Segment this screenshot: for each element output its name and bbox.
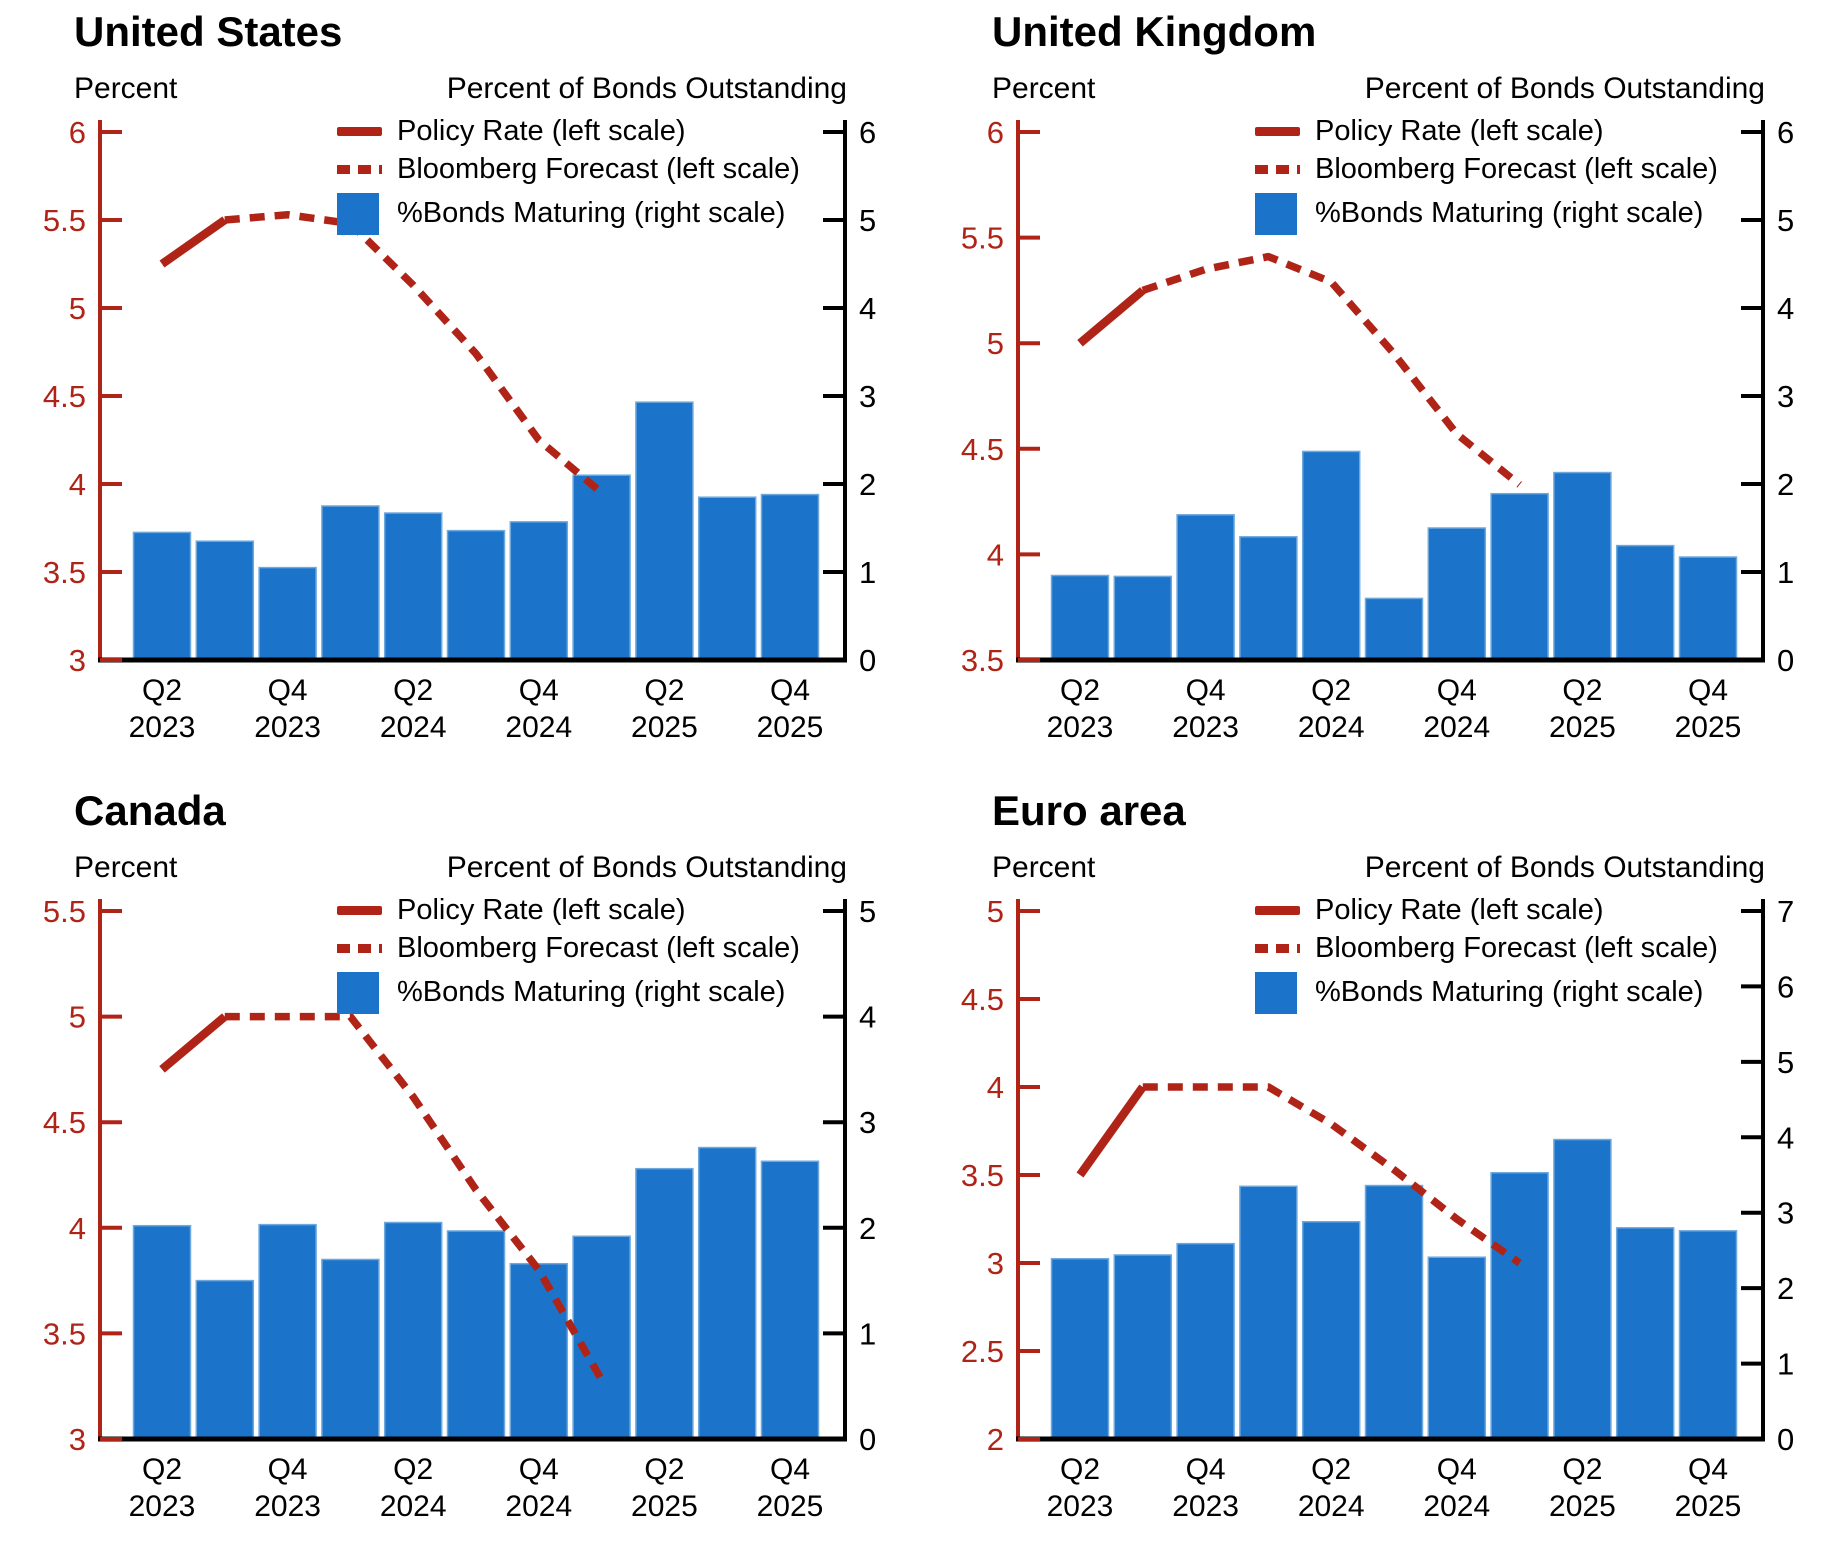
legend	[1255, 114, 1718, 240]
svg-text:3: 3	[859, 379, 877, 414]
svg-text:6: 6	[986, 115, 1004, 150]
svg-text:5: 5	[1777, 1044, 1795, 1080]
legend-label: %Bonds Maturing (right scale)	[1315, 197, 1704, 229]
svg-text:0: 0	[859, 1422, 877, 1457]
svg-text:5.5: 5.5	[42, 894, 86, 929]
svg-text:Q42024: Q4 2024	[1423, 1453, 1491, 1523]
policy-line-swatch	[337, 906, 384, 915]
svg-text:2: 2	[986, 1422, 1004, 1457]
bonds-bar-swatch	[1255, 193, 1302, 235]
legend-item-forecast	[337, 931, 800, 966]
svg-text:2: 2	[1777, 1271, 1795, 1307]
svg-text:4: 4	[1777, 1120, 1795, 1156]
chart-title: United Kingdom	[992, 8, 1317, 55]
right-axis-title: Percent of Bonds Outstanding	[446, 851, 847, 884]
svg-text:4: 4	[68, 1210, 86, 1246]
legend-label: %Bonds Maturing (right scale)	[397, 197, 786, 229]
svg-text:2: 2	[859, 467, 877, 502]
svg-text:Q42025: Q4 2025	[756, 1453, 824, 1523]
policy-line-swatch	[1255, 906, 1302, 915]
svg-text:Q42023: Q4 2023	[254, 674, 321, 744]
svg-text:3: 3	[68, 1422, 86, 1457]
svg-text:3: 3	[986, 1246, 1004, 1281]
right-axis-title: Percent of Bonds Outstanding	[1364, 851, 1765, 884]
svg-text:5: 5	[986, 894, 1004, 929]
legend-label: Policy Rate (left scale)	[397, 894, 686, 926]
svg-text:6: 6	[859, 115, 877, 150]
svg-text:4: 4	[986, 537, 1004, 573]
svg-text:0: 0	[1777, 1422, 1795, 1457]
svg-text:Q42023: Q4 2023	[1172, 1453, 1239, 1523]
svg-text:5: 5	[1777, 203, 1795, 238]
svg-text:1: 1	[1777, 555, 1795, 590]
policy-line-swatch	[337, 127, 384, 136]
legend-label: Bloomberg Forecast (left scale)	[397, 932, 800, 964]
svg-text:4: 4	[986, 1070, 1004, 1105]
svg-text:Q42024: Q4 2024	[1423, 674, 1491, 744]
legend-label: %Bonds Maturing (right scale)	[397, 976, 786, 1008]
svg-text:Q22024: Q2 2024	[379, 1453, 447, 1523]
svg-text:5: 5	[68, 999, 86, 1035]
svg-text:3.5: 3.5	[960, 1158, 1004, 1193]
svg-text:Q22025: Q2 2025	[1549, 1453, 1616, 1523]
right-axis-title: Percent of Bonds Outstanding	[1364, 72, 1765, 105]
bonds-bar-swatch	[1255, 972, 1302, 1014]
right-axis-title: Percent of Bonds Outstanding	[446, 72, 847, 105]
svg-text:5: 5	[859, 894, 877, 929]
svg-text:Q22023: Q2 2023	[1046, 1453, 1114, 1523]
svg-text:Q22025: Q2 2025	[631, 1453, 698, 1523]
bonds-bar-swatch	[337, 193, 384, 235]
svg-text:3.5: 3.5	[42, 555, 86, 590]
svg-text:0: 0	[859, 643, 877, 678]
legend	[337, 114, 800, 240]
svg-text:4: 4	[1777, 291, 1795, 326]
svg-text:6: 6	[68, 115, 86, 150]
svg-text:Q42023: Q4 2023	[1172, 674, 1239, 744]
left-axis-title: Percent	[992, 851, 1096, 884]
svg-text:Q22023: Q2 2023	[128, 1453, 196, 1523]
legend	[337, 893, 800, 1019]
chart-panel-canada	[0, 779, 917, 1558]
legend-item-policy-rate	[337, 114, 800, 149]
legend-label: Bloomberg Forecast (left scale)	[1315, 153, 1718, 185]
svg-text:Q22024: Q2 2024	[1297, 674, 1365, 744]
legend-item-forecast	[337, 152, 800, 187]
svg-text:Q42023: Q4 2023	[254, 1453, 321, 1523]
svg-text:4.5: 4.5	[960, 982, 1004, 1017]
svg-text:4: 4	[859, 291, 877, 326]
svg-text:2.5: 2.5	[960, 1334, 1004, 1369]
left-axis-title: Percent	[74, 72, 178, 105]
svg-text:Q22024: Q2 2024	[1297, 1453, 1365, 1523]
svg-text:Q22025: Q2 2025	[631, 674, 698, 744]
svg-text:6: 6	[1777, 969, 1795, 1005]
legend-item-forecast	[1255, 152, 1718, 187]
legend-label: Bloomberg Forecast (left scale)	[397, 153, 800, 185]
chart-panel-euro-area	[918, 779, 1835, 1558]
svg-text:Q22024: Q2 2024	[379, 674, 447, 744]
svg-text:5.5: 5.5	[960, 220, 1004, 256]
left-axis-title: Percent	[74, 851, 178, 884]
svg-text:0: 0	[1777, 643, 1795, 678]
svg-text:5: 5	[859, 203, 877, 238]
chart-title: Canada	[74, 787, 226, 834]
left-axis-title: Percent	[992, 72, 1096, 105]
svg-text:Q42025: Q4 2025	[756, 674, 824, 744]
forecast-dash-swatch	[337, 944, 384, 953]
svg-text:4.5: 4.5	[42, 1105, 86, 1141]
svg-text:4.5: 4.5	[42, 379, 86, 414]
legend-item-policy-rate	[1255, 114, 1718, 149]
policy-line-swatch	[1255, 127, 1302, 136]
svg-text:Q22023: Q2 2023	[128, 674, 196, 744]
svg-text:6: 6	[1777, 115, 1795, 150]
legend	[1255, 893, 1718, 1019]
legend-item-policy-rate	[337, 893, 800, 928]
svg-text:3: 3	[68, 643, 86, 678]
chart-title: United States	[74, 8, 343, 55]
svg-text:4: 4	[859, 999, 877, 1035]
svg-text:Q22025: Q2 2025	[1549, 674, 1616, 744]
svg-text:2: 2	[859, 1210, 877, 1246]
legend-item-bonds-maturing	[1255, 969, 1718, 1016]
svg-text:2: 2	[1777, 467, 1795, 502]
legend-item-policy-rate	[1255, 893, 1718, 928]
forecast-dash-swatch	[1255, 944, 1302, 953]
legend-label: Policy Rate (left scale)	[1315, 894, 1604, 926]
legend-item-bonds-maturing	[337, 969, 800, 1016]
svg-text:Q42025: Q4 2025	[1674, 674, 1742, 744]
svg-text:4: 4	[68, 467, 86, 502]
svg-text:1: 1	[859, 555, 877, 590]
svg-text:7: 7	[1777, 894, 1795, 929]
forecast-dash-swatch	[337, 165, 384, 174]
svg-text:3: 3	[1777, 379, 1795, 414]
svg-text:Q42024: Q4 2024	[505, 674, 573, 744]
legend-label: %Bonds Maturing (right scale)	[1315, 976, 1704, 1008]
legend-label: Policy Rate (left scale)	[397, 115, 686, 147]
legend-item-bonds-maturing	[1255, 190, 1718, 237]
legend-item-forecast	[1255, 931, 1718, 966]
chart-panel-united-states	[0, 0, 917, 779]
svg-text:3: 3	[1777, 1195, 1795, 1231]
legend-label: Bloomberg Forecast (left scale)	[1315, 932, 1718, 964]
svg-text:Q42024: Q4 2024	[505, 1453, 573, 1523]
svg-text:5: 5	[68, 291, 86, 326]
legend-item-bonds-maturing	[337, 190, 800, 237]
svg-text:4.5: 4.5	[960, 431, 1004, 467]
legend-label: Policy Rate (left scale)	[1315, 115, 1604, 147]
svg-text:Q42025: Q4 2025	[1674, 1453, 1742, 1523]
chart-title: Euro area	[992, 787, 1186, 834]
svg-text:1: 1	[859, 1316, 877, 1352]
svg-text:Q22023: Q2 2023	[1046, 674, 1114, 744]
svg-text:1: 1	[1777, 1346, 1795, 1382]
svg-text:3: 3	[859, 1105, 877, 1141]
svg-text:3.5: 3.5	[960, 643, 1004, 678]
svg-text:5: 5	[986, 326, 1004, 362]
bonds-bar-swatch	[337, 972, 384, 1014]
chart-panel-united-kingdom	[918, 0, 1835, 779]
svg-text:3.5: 3.5	[42, 1316, 86, 1352]
forecast-dash-swatch	[1255, 165, 1302, 174]
svg-text:5.5: 5.5	[42, 203, 86, 238]
